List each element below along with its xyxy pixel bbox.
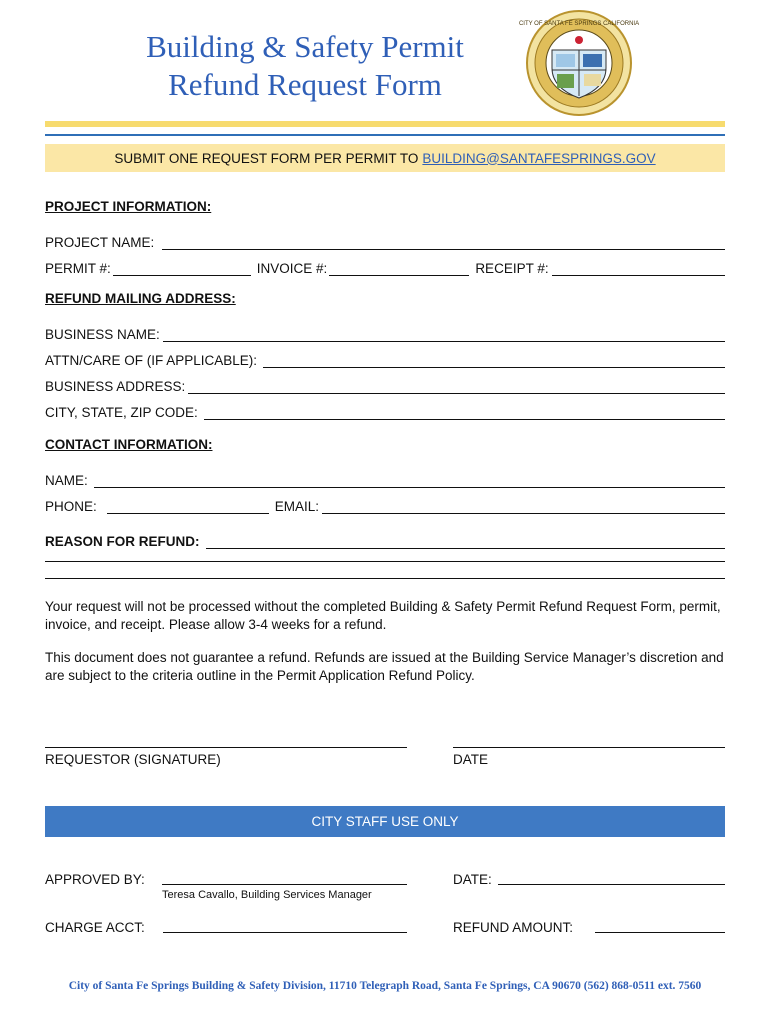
contact-name-label: NAME: [45, 473, 88, 488]
signature-date-label: DATE [453, 752, 489, 767]
reason-field-line1[interactable] [206, 534, 726, 549]
project-name-row [45, 230, 725, 250]
requestor-signature-label: REQUESTOR (SIGNATURE) [45, 752, 221, 767]
contact-name-field[interactable] [94, 473, 725, 488]
email-field[interactable] [322, 499, 725, 514]
requestor-signature-line[interactable] [45, 747, 407, 748]
city-state-zip-label: CITY, STATE, ZIP CODE: [45, 405, 198, 420]
invoice-number-label: INVOICE #: [256, 261, 328, 276]
form-title-line2: Refund Request Form [168, 67, 442, 102]
city-staff-use-only-banner: CITY STAFF USE ONLY [45, 806, 725, 837]
business-name-field[interactable] [163, 327, 725, 342]
reason-for-refund-heading: REASON FOR REFUND: [45, 534, 200, 549]
form-title-line1: Building & Safety Permit [146, 29, 464, 64]
submit-email-link[interactable]: BUILDING@SANTAFESPRINGS.GOV [422, 150, 656, 166]
business-address-label: BUSINESS ADDRESS: [45, 379, 186, 394]
staff-date-field[interactable] [498, 884, 725, 885]
email-label: EMAIL: [274, 499, 320, 514]
business-address-field[interactable] [188, 379, 725, 394]
city-state-zip-row [45, 400, 725, 420]
reason-row [45, 529, 725, 549]
charge-account-field[interactable] [163, 932, 407, 933]
permit-number-field[interactable] [113, 261, 251, 276]
approver-name: Teresa Cavallo, Building Services Manager [162, 889, 372, 901]
footer-address: City of Santa Fe Springs Building & Safety Division, 11710 Telegraph Road, Santa Fe Springs, CA 90670 (562) 868-0511 ext. 7560 [68, 980, 702, 992]
refund-disclaimer: This document does not guarantee a refund. Refunds are issued at the Building Service Manager’s discretion and are subject to the criteria outline in the Permit Application Refund Policy. [45, 650, 724, 683]
business-address-row [45, 374, 725, 394]
receipt-number-field[interactable] [552, 261, 725, 276]
project-name-label: PROJECT NAME: [45, 235, 155, 250]
city-seal-logo [518, 10, 640, 116]
business-name-label: BUSINESS NAME: [45, 327, 160, 342]
city-state-zip-field[interactable] [204, 405, 725, 420]
business-name-row [45, 322, 725, 342]
submit-banner [45, 144, 725, 172]
header-divider-blue [45, 134, 725, 136]
reason-field-line3[interactable] [45, 578, 725, 579]
permit-invoice-receipt-row [45, 256, 725, 276]
attn-label: ATTN/CARE OF (IF APPLICABLE): [45, 353, 258, 368]
seal-text: CITY OF SANTA FE SPRINGS CALIFORNIA [518, 21, 640, 27]
phone-email-row [45, 494, 725, 514]
receipt-number-label: RECEIPT #: [475, 261, 549, 276]
invoice-number-field[interactable] [329, 261, 469, 276]
project-information-heading: PROJECT INFORMATION: [45, 199, 212, 214]
contact-name-row [45, 468, 725, 488]
phone-field[interactable] [107, 499, 269, 514]
attn-row [45, 348, 725, 368]
staff-date-label: DATE: [453, 872, 492, 887]
phone-label: PHONE: [45, 499, 97, 514]
permit-number-label: PERMIT #: [45, 261, 111, 276]
reason-field-line2[interactable] [45, 561, 725, 562]
refund-amount-label: REFUND AMOUNT: [453, 920, 574, 935]
refund-mailing-address-heading: REFUND MAILING ADDRESS: [45, 291, 236, 306]
approved-by-field[interactable] [162, 884, 407, 885]
attn-field[interactable] [263, 353, 725, 368]
processing-notice: Your request will not be processed without the completed Building & Safety Permit Refund Request Form, permit, invoice, and receipt. Please allow 3-4 weeks for a refund. [45, 599, 721, 632]
contact-information-heading: CONTACT INFORMATION: [45, 437, 213, 452]
approved-by-label: APPROVED BY: [45, 872, 145, 887]
signature-date-line[interactable] [453, 747, 725, 748]
refund-amount-field[interactable] [595, 932, 725, 933]
project-name-field[interactable] [162, 235, 725, 250]
header-divider-yellow [45, 121, 725, 127]
submit-banner-text: SUBMIT ONE REQUEST FORM PER PERMIT TO [114, 150, 419, 166]
charge-account-label: CHARGE ACCT: [45, 920, 145, 935]
